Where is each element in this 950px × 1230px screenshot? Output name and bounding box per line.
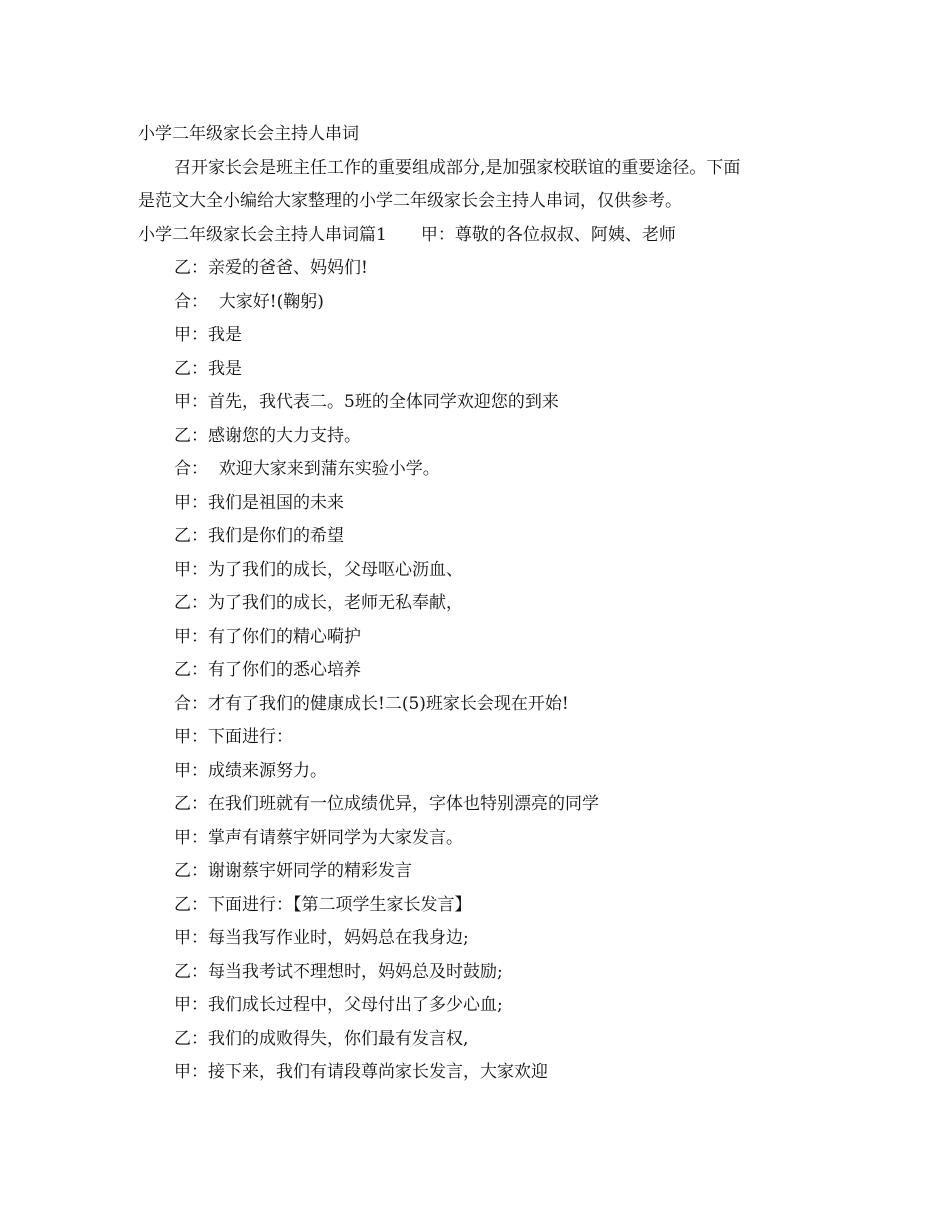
dialogue-line: 乙：每当我考试不理想时，妈妈总及时鼓励; (174, 961, 503, 982)
dialogue-line: 乙：下面进行：【第二项学生家长发言】 (174, 894, 472, 915)
dialogue-line: 甲：有了你们的精心嗬护 (174, 626, 361, 647)
dialogue-line: 乙：为了我们的成长，老师无私奉献， (174, 593, 463, 613)
dialogue-line: 乙：我们的成败得失，你们最有发言权, (174, 1028, 469, 1049)
dialogue-line: 甲：我们成长过程中，父母付出了多少心血; (174, 995, 503, 1015)
intro-paragraph-line-2: 是范文大全小编给大家整理的小学二年级家长会主持人串词，仅供参考。 (138, 191, 682, 211)
document-title: 小学二年级家长会主持人串词 (138, 124, 359, 144)
dialogue-line: 甲：我是 (174, 325, 242, 345)
dialogue-line: 甲：为了我们的成长，父母呕心沥血、 (174, 559, 463, 580)
dialogue-line: 合： 欢迎大家来到蒲东实验小学。 (174, 459, 440, 479)
dialogue-line: 乙：我们是你们的希望 (174, 526, 344, 546)
dialogue-line: 乙：感谢您的大力支持。 (174, 425, 361, 446)
dialogue-line: 甲：每当我写作业时，妈妈总在我身边; (174, 928, 469, 948)
dialogue-line: 甲：接下来，我们有请段尊尚家长发言，大家欢迎 (174, 1062, 548, 1082)
section-heading-line (138, 219, 818, 253)
document-body (138, 118, 818, 1090)
dialogue-line: 乙：有了你们的悉心培养 (174, 660, 361, 680)
dialogue-line: 乙：在我们班就有一位成绩优异，字体也特别漂亮的同学 (174, 794, 599, 814)
intro-paragraph-line-1: 召开家长会是班主任工作的重要组成部分,是加强家校联谊的重要途径。下面 (174, 157, 741, 178)
dialogue-line: 合： 大家好!(鞠躬) (174, 291, 324, 312)
dialogue-line: 甲：我们是祖国的未来 (174, 492, 344, 513)
section-first-line: 甲：尊敬的各位叔叔、阿姨、老师 (420, 224, 676, 245)
dialogue-line: 乙：亲爱的爸爸、妈妈们! (174, 258, 368, 278)
dialogue-line: 乙：谢谢蔡宇妍同学的精彩发言 (174, 861, 412, 881)
dialogue-line: 乙：我是 (174, 358, 242, 379)
dialogue-line: 合：才有了我们的健康成长!二(5)班家长会现在开始! (174, 693, 569, 714)
section-heading: 小学二年级家长会主持人串词篇1 (138, 224, 387, 245)
dialogue-line: 甲：掌声有请蔡宇妍同学为大家发言。 (174, 827, 463, 848)
dialogue-line: 甲：下面进行： (174, 727, 293, 747)
dialogue-line: 甲：成绩来源努力。 (174, 760, 327, 781)
dialogue-line: 甲：首先，我代表二。5班的全体同学欢迎您的到来 (174, 392, 559, 412)
